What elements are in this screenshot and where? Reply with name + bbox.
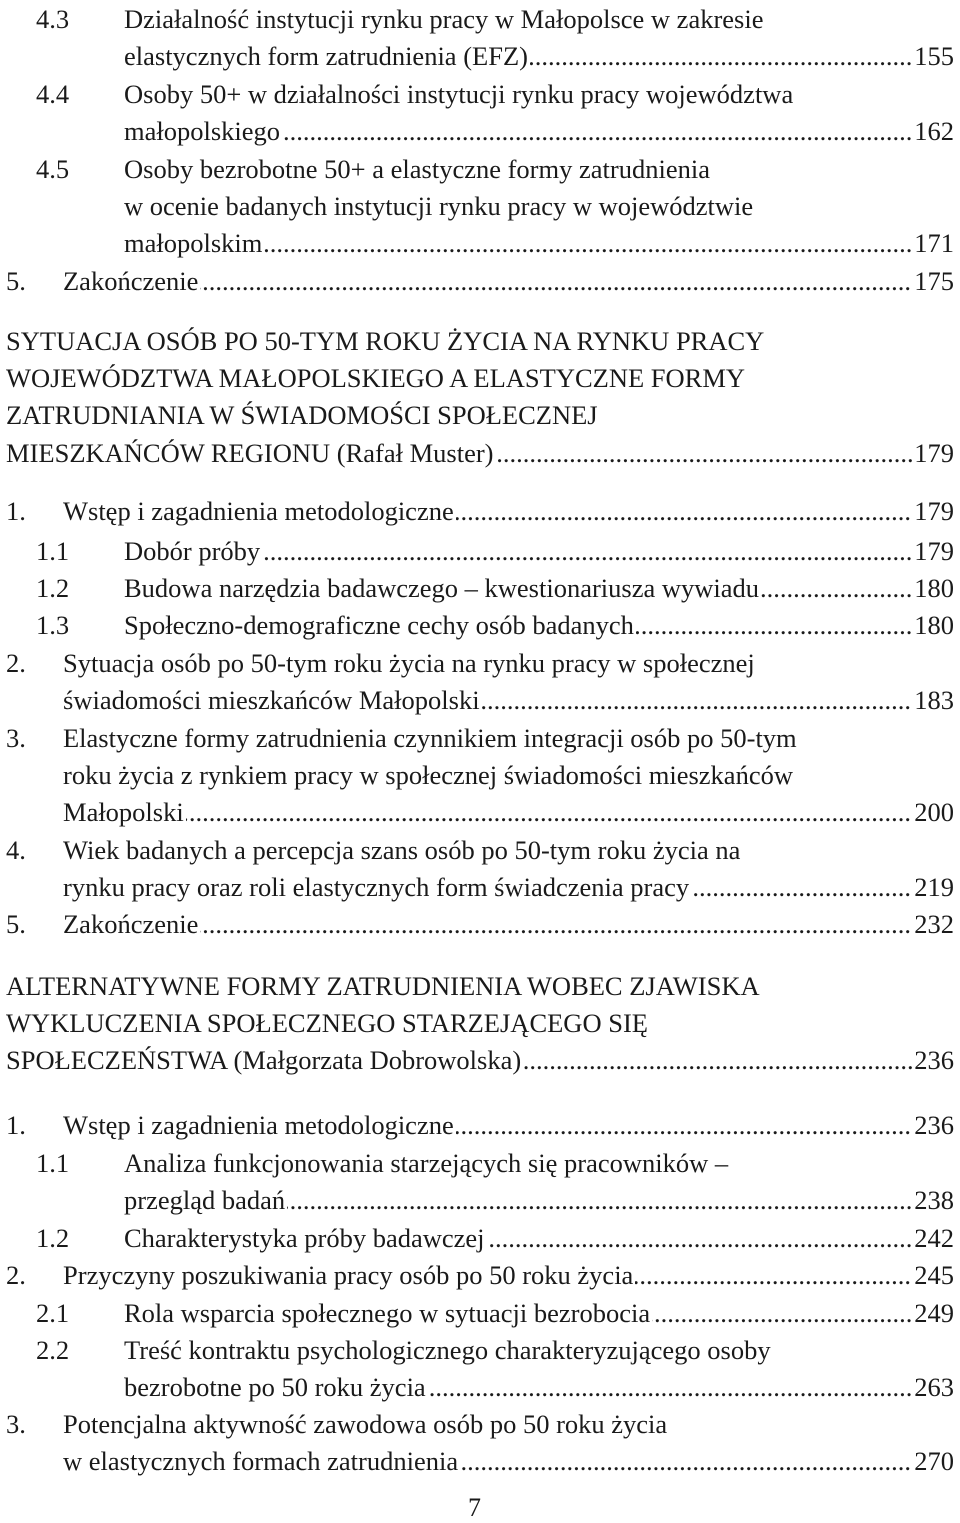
toc-entry[interactable]	[0, 569, 960, 606]
toc-entry-title: świadomości mieszkańców Małopolski	[63, 681, 482, 719]
toc-entry-title: przegląd badań	[124, 1181, 287, 1219]
toc-entry-title: SYTUACJA OSÓB PO 50-TYM ROKU ŻYCIA NA RYNKU PRACY	[6, 322, 766, 360]
toc-entry-title: Wstęp i zagadnienia metodologiczne	[63, 492, 456, 530]
toc-entry-title: roku życia z rynkiem pracy w społecznej świadomości mieszkańców	[63, 756, 795, 794]
toc-entry-title: MIESZKAŃCÓW REGIONU (Rafał Muster)	[6, 434, 495, 472]
toc-page-number: 180	[912, 606, 954, 644]
toc-page-number: 162	[912, 112, 954, 150]
toc-page-number: 200	[912, 793, 954, 831]
toc-entry[interactable]	[0, 606, 960, 643]
toc-entry[interactable]	[0, 831, 960, 905]
toc-entry-number: 1.	[6, 496, 26, 526]
toc-entry[interactable]	[0, 532, 960, 569]
toc-entry-title: Wstęp i zagadnienia metodologiczne	[63, 1106, 456, 1144]
toc-page-number: 245	[912, 1256, 954, 1294]
toc-entry[interactable]	[0, 1106, 960, 1143]
toc-entry-title: w elastycznych formach zatrudnienia	[63, 1442, 460, 1480]
toc-entry-title: Społeczno-demograficzne cechy osób badanych	[124, 606, 636, 644]
toc-entry-title: Osoby bezrobotne 50+ a elastyczne formy zatrudnienia	[124, 150, 712, 188]
toc-entry-title: Budowa narzędzia badawczego – kwestionariusza wywiadu	[124, 569, 761, 607]
toc-entry-title: WYKLUCZENIA SPOŁECZNEGO STARZEJĄCEGO SIĘ	[6, 1004, 650, 1042]
toc-page-number: 232	[912, 905, 954, 943]
toc-entry-number: 3.	[6, 723, 26, 753]
toc-entry-title: Małopolski	[63, 793, 186, 831]
toc-page-number: 179	[912, 434, 954, 472]
toc-entry-number: 1.1	[36, 1148, 70, 1178]
toc-entry-title: Charakterystyka próby badawczej	[124, 1219, 487, 1257]
toc-entry-title: Wiek badanych a percepcja szans osób po 50-tym roku życia na	[63, 831, 742, 869]
toc-entry-title: Rola wsparcia społecznego w sytuacji bezrobocia	[124, 1294, 652, 1332]
toc-entry-number: 4.5	[36, 154, 70, 184]
toc-entry-title: ZATRUDNIANIA W ŚWIADOMOŚCI SPOŁECZNEJ	[6, 396, 600, 434]
toc-entry-number: 1.2	[36, 573, 70, 603]
toc-page-number: 270	[912, 1442, 954, 1480]
toc-page-number: 175	[912, 262, 954, 300]
toc-entry-number: 4.3	[36, 4, 70, 34]
toc-entry-title: WOJEWÓDZTWA MAŁOPOLSKIEGO A ELASTYCZNE FORMY	[6, 359, 747, 397]
toc-entry-number: 4.4	[36, 79, 70, 109]
toc-entry-title: Elastyczne formy zatrudnienia czynnikiem integracji osób po 50-tym	[63, 719, 799, 757]
toc-entry-title: Zakończenie	[63, 905, 200, 943]
toc-page-number: 219	[912, 868, 954, 906]
toc-entry[interactable]	[0, 0, 960, 74]
toc-entry-number: 5.	[6, 909, 26, 939]
toc-entry-number: 1.	[6, 1110, 26, 1140]
toc-entry-title: małopolskiego	[124, 112, 282, 150]
toc-page-number: 179	[912, 492, 954, 530]
toc-entry-title: elastycznych form zatrudnienia (EFZ)	[124, 37, 530, 75]
toc-entry-title: Dobór próby	[124, 532, 262, 570]
toc-entry-title: Analiza funkcjonowania starzejących się pracowników –	[124, 1144, 730, 1182]
toc-entry[interactable]	[0, 1256, 960, 1293]
toc-entry-number: 4.	[6, 835, 26, 865]
toc-entry-title: Sytuacja osób po 50-tym roku życia na rynku pracy w społecznej	[63, 644, 757, 682]
toc-dot-leader	[63, 793, 954, 831]
toc-entry-title: Zakończenie	[63, 262, 200, 300]
toc-entry-number: 2.2	[36, 1335, 70, 1365]
toc-entry-title: Przyczyny poszukiwania pracy osób po 50 roku życia	[63, 1256, 635, 1294]
toc-page-number: 180	[912, 569, 954, 607]
toc-entry-title: SPOŁECZEŃSTWA (Małgorzata Dobrowolska)	[6, 1041, 523, 1079]
toc-entry-number: 2.1	[36, 1298, 70, 1328]
toc-entry-number: 5.	[6, 266, 26, 296]
toc-entry[interactable]	[0, 1405, 960, 1479]
toc-page-number: 263	[912, 1368, 954, 1406]
toc-page-number: 236	[912, 1106, 954, 1144]
toc-entry[interactable]	[0, 1144, 960, 1218]
toc-page-number: 249	[912, 1294, 954, 1332]
toc-entry[interactable]	[0, 1294, 960, 1331]
toc-entry-title: ALTERNATYWNE FORMY ZATRUDNIENIA WOBEC ZJAWISKA	[6, 967, 762, 1005]
toc-entry-title: w ocenie badanych instytucji rynku pracy w województwie	[124, 187, 755, 225]
toc-page-number: 155	[912, 37, 954, 75]
toc-entry[interactable]	[0, 322, 960, 471]
toc-entry[interactable]	[0, 262, 960, 299]
toc-entry-title: Działalność instytucji rynku pracy w Małopolsce w zakresie	[124, 0, 765, 38]
toc-entry[interactable]	[0, 150, 960, 262]
toc-entry-title: Treść kontraktu psychologicznego charakteryzującego osoby	[124, 1331, 773, 1369]
page-number: 7	[468, 1493, 481, 1522]
toc-entry-number: 1.1	[36, 536, 70, 566]
toc-entry-title: Potencjalna aktywność zawodowa osób po 50 roku życia	[63, 1405, 669, 1443]
toc-entry[interactable]	[0, 75, 960, 149]
toc-entry-number: 1.3	[36, 610, 70, 640]
toc-entry-number: 1.2	[36, 1223, 70, 1253]
toc-page-number: 242	[912, 1219, 954, 1257]
toc-entry-title: rynku pracy oraz roli elastycznych form świadczenia pracy	[63, 868, 691, 906]
toc-entry-number: 2.	[6, 648, 26, 678]
toc-page-number: 179	[912, 532, 954, 570]
toc-entry-title: Osoby 50+ w działalności instytucji rynku pracy województwa	[124, 75, 795, 113]
toc-entry[interactable]	[0, 492, 960, 529]
toc-entry-number: 3.	[6, 1409, 26, 1439]
toc-entry[interactable]	[0, 644, 960, 718]
toc-entry[interactable]	[0, 967, 960, 1079]
toc-entry-number: 2.	[6, 1260, 26, 1290]
toc-entry[interactable]	[0, 905, 960, 942]
toc-page-number: 238	[912, 1181, 954, 1219]
toc-entry[interactable]	[0, 719, 960, 831]
toc-entry[interactable]	[0, 1219, 960, 1256]
toc-page-number: 183	[912, 681, 954, 719]
toc-entry[interactable]	[0, 1331, 960, 1405]
toc-entry-title: małopolskim	[124, 224, 264, 262]
toc-entry-title: bezrobotne po 50 roku życia	[124, 1368, 428, 1406]
toc-page-number: 171	[912, 224, 954, 262]
toc-page-number: 236	[912, 1041, 954, 1079]
